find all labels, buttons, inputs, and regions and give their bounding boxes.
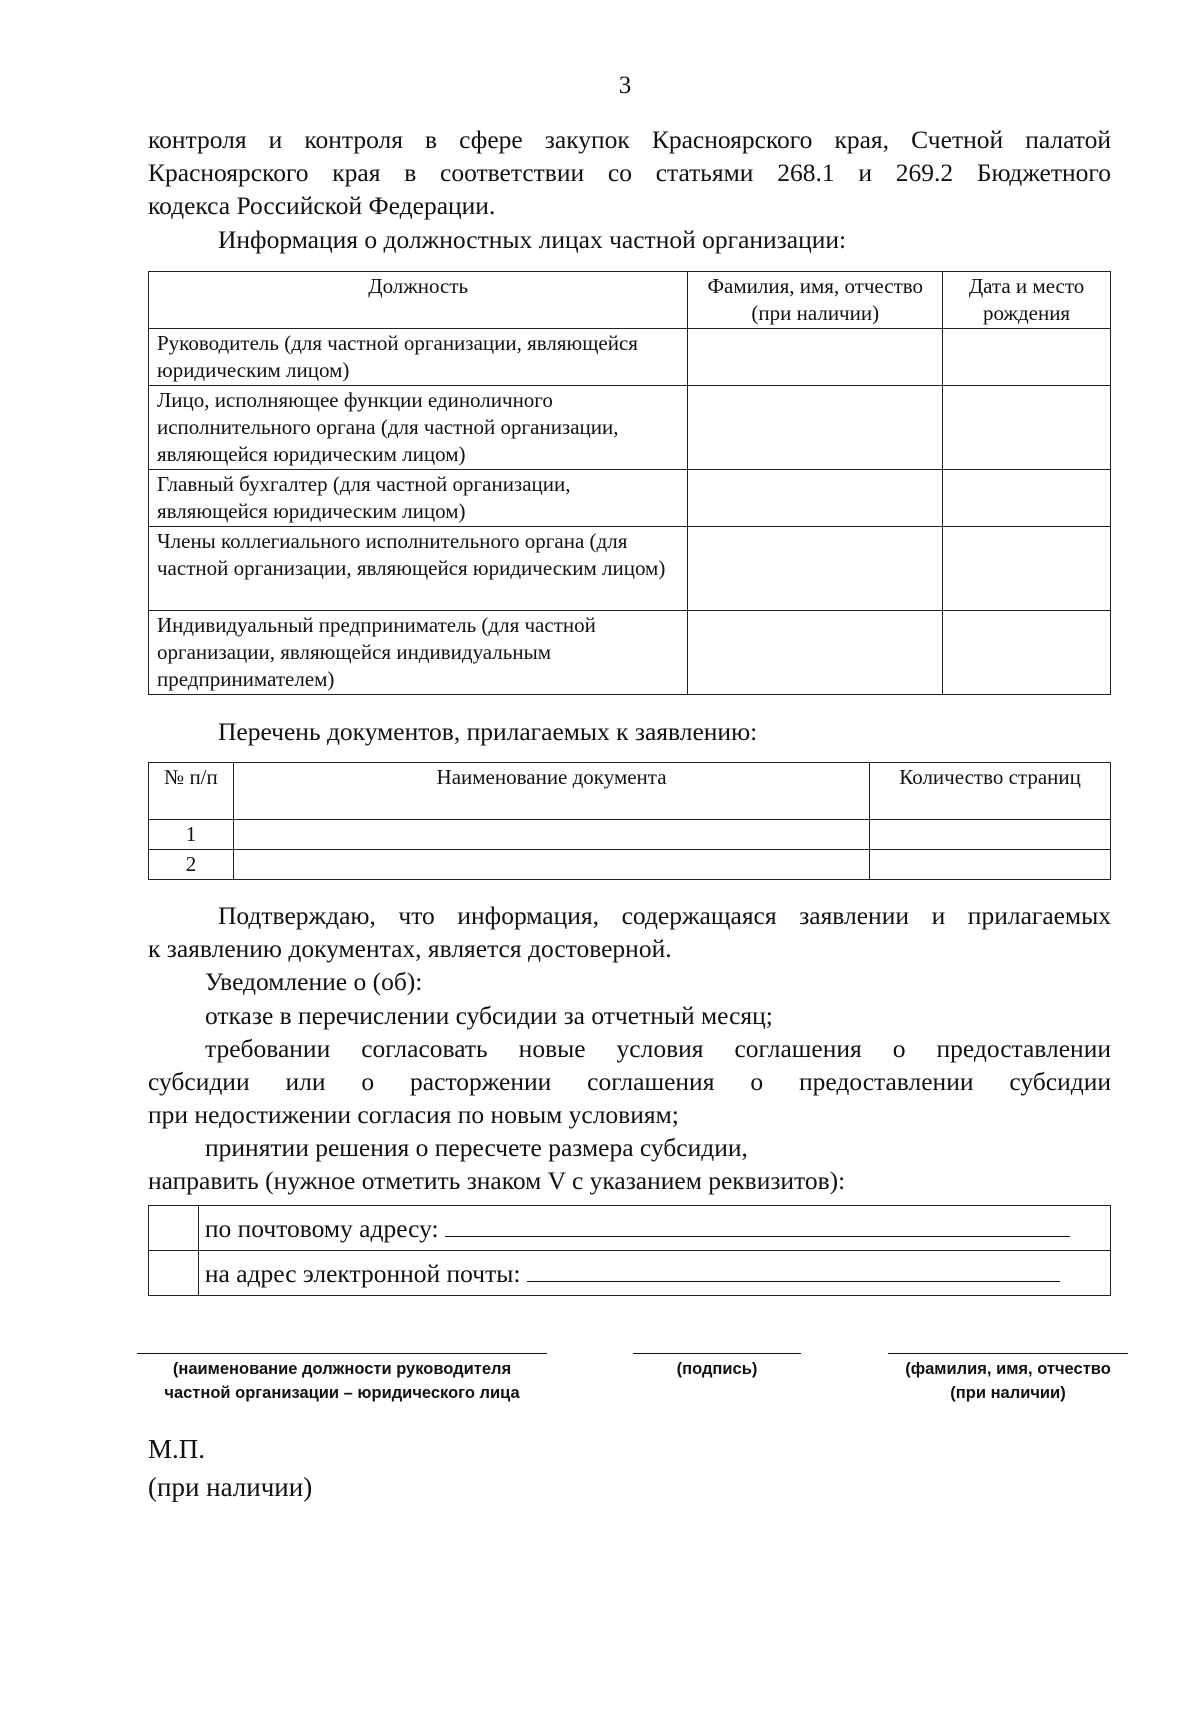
row-number: 2 xyxy=(149,850,234,880)
intro-line-3: кодекса Российской Федерации. xyxy=(148,191,496,220)
position-line[interactable] xyxy=(137,1353,547,1354)
officials-heading: Информация о должностных лицах частной организации: xyxy=(218,225,847,254)
intro-line-1: контроля и контроля в сфере закупок Красноярского края, Счетной палатой xyxy=(148,125,1111,154)
position-cell: Лицо, исполняющее функции единоличного исполнительного органа (для частной организации, являющейся юридическим лицом) xyxy=(149,386,688,470)
delivery-options-table xyxy=(148,1205,1111,1296)
table-row xyxy=(149,850,1111,880)
postal-option xyxy=(198,1206,1110,1251)
table-row xyxy=(149,386,1111,470)
name-line[interactable] xyxy=(888,1353,1128,1354)
table-row xyxy=(149,820,1111,850)
officials-header-row xyxy=(149,272,1111,329)
position-cell: Индивидуальный предприниматель (для частной организации, являющейся индивидуальным предпринимателем) xyxy=(149,611,688,695)
page-number: 3 xyxy=(618,72,632,99)
notification-heading: Уведомление о (об): xyxy=(205,967,423,996)
email-label: на адрес электронной почты: xyxy=(204,1259,521,1288)
name-cell[interactable] xyxy=(688,329,943,386)
documents-heading: Перечень документов, прилагаемых к заявлению: xyxy=(218,717,758,746)
documents-table xyxy=(148,762,1111,880)
notification-item-2-line-2: субсидии или о расторжении соглашения о предоставлении субсидии xyxy=(148,1067,1111,1096)
position-cell: Главный бухгалтер (для частной организации, являющейся юридическим лицом) xyxy=(149,470,688,527)
position-caption-1: (наименование должности руководителя xyxy=(172,1360,512,1378)
table-row xyxy=(149,470,1111,527)
email-checkbox[interactable] xyxy=(149,1251,199,1296)
postal-address-field[interactable] xyxy=(445,1214,1070,1237)
confirmation-line-2: к заявлению документах, является достоверной. xyxy=(148,934,672,963)
table-row xyxy=(149,329,1111,386)
email-address-field[interactable] xyxy=(527,1259,1060,1282)
header-birth: Дата и место рождения xyxy=(943,272,1111,329)
page-count-cell[interactable] xyxy=(870,820,1111,850)
officials-table xyxy=(148,271,1111,695)
page-count-cell[interactable] xyxy=(870,850,1111,880)
name-cell[interactable] xyxy=(688,611,943,695)
position-caption-2: частной организации – юридического лица xyxy=(164,1384,520,1402)
delivery-option-row xyxy=(149,1206,1111,1251)
name-caption-2: (при наличии) xyxy=(950,1384,1066,1402)
position-cell: Члены коллегиального исполнительного органа (для частной организации, являющейся юридическим лицом) xyxy=(149,527,688,611)
notification-item-2-line-1: требовании согласовать новые условия соглашения о предоставлении xyxy=(205,1034,1111,1063)
confirmation-line-1: Подтверждаю, что информация, содержащаяся заявлении и прилагаемых xyxy=(218,901,1111,930)
name-signature-block xyxy=(888,1353,1128,1405)
name-cell[interactable] xyxy=(688,470,943,527)
notification-item-2-line-3: при недостижении согласия по новым условиям; xyxy=(148,1100,679,1129)
table-row xyxy=(149,611,1111,695)
position-signature-block xyxy=(137,1353,547,1405)
header-position: Должность xyxy=(149,272,688,329)
birth-cell[interactable] xyxy=(943,527,1111,611)
direct-instruction: направить (нужное отметить знаком V с указанием реквизитов): xyxy=(148,1166,846,1195)
sign-caption: (подпись) xyxy=(676,1360,758,1378)
delivery-option-row xyxy=(149,1251,1111,1296)
stamp-label: М.П. xyxy=(148,1434,206,1464)
table-row xyxy=(149,527,1111,611)
header-number: № п/п xyxy=(149,763,234,820)
stamp-block xyxy=(148,1430,312,1506)
position-cell: Руководитель (для частной организации, являющейся юридическим лицом) xyxy=(149,329,688,386)
email-option xyxy=(198,1251,1110,1296)
documents-header-row xyxy=(149,763,1111,820)
birth-cell[interactable] xyxy=(943,611,1111,695)
name-caption-1: (фамилия, имя, отчество xyxy=(905,1360,1111,1378)
postal-checkbox[interactable] xyxy=(149,1206,199,1251)
row-number: 1 xyxy=(149,820,234,850)
notification-item-1: отказе в перечислении субсидии за отчетный месяц; xyxy=(205,1001,773,1030)
intro-line-2: Красноярского края в соответствии со статьями 268.1 и 269.2 Бюджетного xyxy=(148,158,1111,187)
birth-cell[interactable] xyxy=(943,386,1111,470)
header-doc-name: Наименование документа xyxy=(233,763,869,820)
header-full-name: Фамилия, имя, отчество (при наличии) xyxy=(688,272,943,329)
stamp-note: (при наличии) xyxy=(148,1472,313,1502)
birth-cell[interactable] xyxy=(943,329,1111,386)
birth-cell[interactable] xyxy=(943,470,1111,527)
sign-line[interactable] xyxy=(633,1353,801,1354)
postal-label: по почтовому адресу: xyxy=(204,1214,439,1243)
doc-name-cell[interactable] xyxy=(233,820,869,850)
name-cell[interactable] xyxy=(688,386,943,470)
notification-item-3: принятии решения о пересчете размера субсидии, xyxy=(205,1133,748,1162)
sign-block xyxy=(633,1353,801,1381)
header-page-count: Количество страниц xyxy=(870,763,1111,820)
name-cell[interactable] xyxy=(688,527,943,611)
doc-name-cell[interactable] xyxy=(233,850,869,880)
